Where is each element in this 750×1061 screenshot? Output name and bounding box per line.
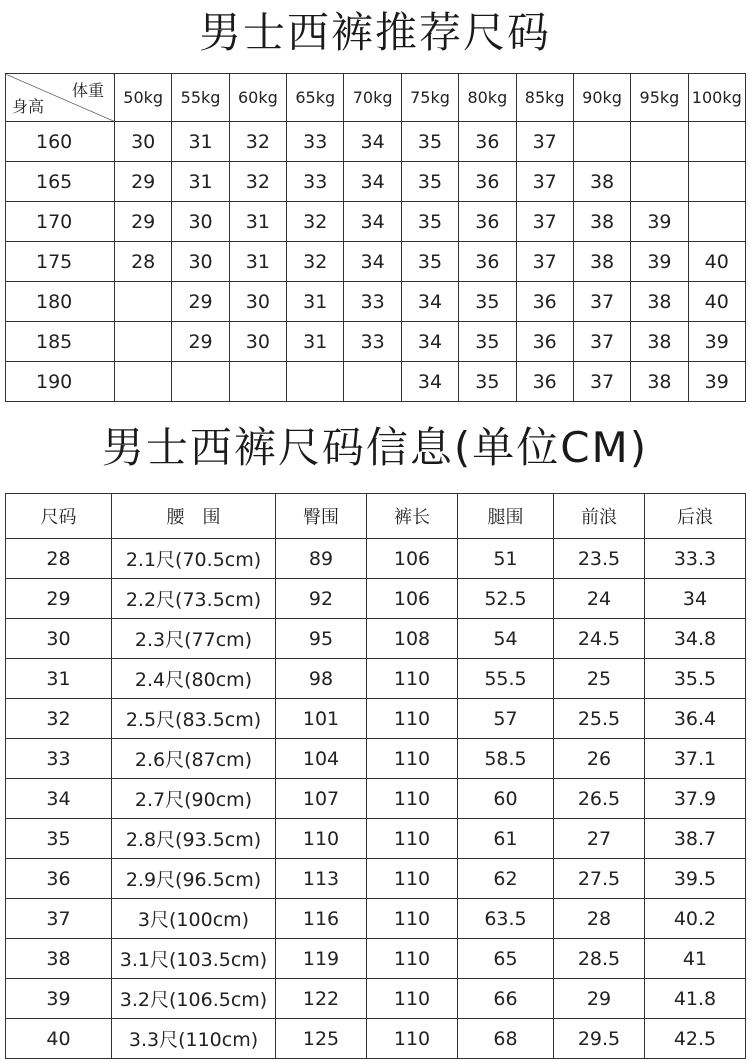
size-cell: 37: [516, 242, 573, 282]
info-title: 男士西裤尺码信息(单位CM): [101, 423, 649, 472]
table-row: [6, 939, 746, 979]
table-cell: 41.8: [645, 979, 746, 1019]
table-cell: 63.5: [458, 899, 554, 939]
size-cell: 33: [344, 282, 401, 322]
size-cell: 35: [401, 202, 458, 242]
table-cell: 54: [458, 619, 554, 659]
corner-header: [6, 74, 115, 122]
weight-header: 75kg: [401, 74, 458, 122]
table-cell: 113: [276, 859, 367, 899]
corner-weight-label: 体重: [71, 81, 104, 100]
table-cell: 42.5: [645, 1019, 746, 1059]
table-row: [6, 659, 746, 699]
table-cell: 35.5: [645, 659, 746, 699]
table-cell: 40: [6, 1019, 112, 1059]
size-cell: 34: [401, 362, 458, 402]
column-header: 尺码: [6, 494, 112, 539]
size-cell: 32: [287, 202, 344, 242]
table-row: [6, 699, 746, 739]
size-cell: [688, 202, 745, 242]
size-info-table: [5, 493, 746, 1059]
table-cell: 2.8尺(93.5cm): [112, 819, 276, 859]
table-cell: 65: [458, 939, 554, 979]
size-cell: 39: [688, 362, 745, 402]
size-cell: 37: [573, 282, 630, 322]
height-cell: 170: [6, 202, 115, 242]
size-cell: 34: [344, 242, 401, 282]
size-cell: 39: [631, 242, 688, 282]
size-cell: [115, 362, 172, 402]
weight-header: 70kg: [344, 74, 401, 122]
table-cell: 27: [554, 819, 645, 859]
table-cell: 52.5: [458, 579, 554, 619]
size-cell: 36: [459, 122, 516, 162]
table-cell: 26: [554, 739, 645, 779]
table-cell: 38.7: [645, 819, 746, 859]
table-cell: 36: [6, 859, 112, 899]
table-row: [6, 579, 746, 619]
column-header: 臀围: [276, 494, 367, 539]
info-header-row: [6, 494, 746, 539]
table-cell: 25: [554, 659, 645, 699]
table-cell: 28: [554, 899, 645, 939]
table-cell: 110: [367, 1019, 458, 1059]
table-cell: 34.8: [645, 619, 746, 659]
table-row: [6, 859, 746, 899]
table-row: [6, 1019, 746, 1059]
table-cell: 29: [6, 579, 112, 619]
size-cell: 38: [573, 242, 630, 282]
size-cell: 39: [631, 202, 688, 242]
table-cell: 60: [458, 779, 554, 819]
size-cell: 34: [401, 282, 458, 322]
table-cell: 66: [458, 979, 554, 1019]
table-row: [6, 282, 746, 322]
table-cell: 110: [367, 699, 458, 739]
size-cell: 28: [115, 242, 172, 282]
size-cell: 37: [516, 122, 573, 162]
size-cell: 33: [287, 122, 344, 162]
height-cell: 160: [6, 122, 115, 162]
table-cell: 92: [276, 579, 367, 619]
size-cell: [573, 122, 630, 162]
table-cell: 29: [554, 979, 645, 1019]
size-cell: 35: [401, 122, 458, 162]
table-cell: 51: [458, 539, 554, 579]
size-cell: [287, 362, 344, 402]
size-cell: 39: [688, 322, 745, 362]
table-cell: 37: [6, 899, 112, 939]
table-cell: 68: [458, 1019, 554, 1059]
table-row: [6, 362, 746, 402]
weight-header: 55kg: [172, 74, 229, 122]
weight-header: 50kg: [115, 74, 172, 122]
size-cell: [631, 122, 688, 162]
table-cell: 110: [367, 819, 458, 859]
table-cell: 23.5: [554, 539, 645, 579]
table-cell: 3.3尺(110cm): [112, 1019, 276, 1059]
size-cell: 31: [229, 202, 286, 242]
table-cell: 62: [458, 859, 554, 899]
table-cell: 2.5尺(83.5cm): [112, 699, 276, 739]
height-cell: 185: [6, 322, 115, 362]
table-cell: 110: [367, 739, 458, 779]
table-cell: 57: [458, 699, 554, 739]
table-cell: 110: [367, 939, 458, 979]
size-cell: 37: [573, 322, 630, 362]
size-cell: [688, 162, 745, 202]
table-cell: 55.5: [458, 659, 554, 699]
column-header: 后浪: [645, 494, 746, 539]
size-cell: 36: [516, 322, 573, 362]
size-cell: 35: [459, 322, 516, 362]
table-cell: 110: [367, 779, 458, 819]
table-cell: 2.4尺(80cm): [112, 659, 276, 699]
table-cell: 3尺(100cm): [112, 899, 276, 939]
size-cell: 37: [573, 362, 630, 402]
table-cell: 3.1尺(103.5cm): [112, 939, 276, 979]
table-cell: 37.1: [645, 739, 746, 779]
table-cell: 98: [276, 659, 367, 699]
table-cell: 116: [276, 899, 367, 939]
table-cell: 110: [367, 899, 458, 939]
size-cell: 38: [631, 322, 688, 362]
table-cell: 24: [554, 579, 645, 619]
column-header: 前浪: [554, 494, 645, 539]
table-row: [6, 242, 746, 282]
size-cell: 30: [229, 322, 286, 362]
table-cell: 33: [6, 739, 112, 779]
table-cell: 29.5: [554, 1019, 645, 1059]
size-cell: 30: [172, 242, 229, 282]
column-header: 裤长: [367, 494, 458, 539]
table-cell: 28.5: [554, 939, 645, 979]
size-cell: 30: [115, 122, 172, 162]
table-cell: 39.5: [645, 859, 746, 899]
table-cell: 110: [367, 979, 458, 1019]
size-cell: [172, 362, 229, 402]
size-cell: 36: [516, 362, 573, 402]
size-cell: 31: [229, 242, 286, 282]
table-row: [6, 779, 746, 819]
table-cell: 33.3: [645, 539, 746, 579]
table-cell: 2.9尺(96.5cm): [112, 859, 276, 899]
table-cell: 26.5: [554, 779, 645, 819]
size-cell: 29: [115, 202, 172, 242]
table-cell: 110: [367, 659, 458, 699]
table-cell: 25.5: [554, 699, 645, 739]
size-cell: [631, 162, 688, 202]
size-cell: 35: [401, 242, 458, 282]
size-cell: 36: [459, 202, 516, 242]
size-cell: 29: [172, 282, 229, 322]
table-cell: 31: [6, 659, 112, 699]
height-cell: 180: [6, 282, 115, 322]
size-cell: 37: [516, 162, 573, 202]
size-cell: 31: [172, 122, 229, 162]
table-cell: 27.5: [554, 859, 645, 899]
table-cell: 37.9: [645, 779, 746, 819]
size-cell: 37: [516, 202, 573, 242]
size-cell: 38: [573, 162, 630, 202]
size-cell: [229, 362, 286, 402]
table-cell: 36.4: [645, 699, 746, 739]
size-cell: 33: [287, 162, 344, 202]
table-cell: 2.3尺(77cm): [112, 619, 276, 659]
column-header: 腿围: [458, 494, 554, 539]
size-cell: 38: [573, 202, 630, 242]
size-cell: 34: [344, 162, 401, 202]
corner-height-label: 身高: [12, 97, 45, 116]
table-cell: 110: [367, 859, 458, 899]
table-cell: 2.7尺(90cm): [112, 779, 276, 819]
table-row: [6, 202, 746, 242]
weight-header: 100kg: [688, 74, 745, 122]
size-cell: 33: [344, 322, 401, 362]
size-cell: 35: [459, 362, 516, 402]
table-cell: 61: [458, 819, 554, 859]
size-cell: 30: [172, 202, 229, 242]
table-row: [6, 322, 746, 362]
table-cell: 2.2尺(73.5cm): [112, 579, 276, 619]
size-cell: 36: [459, 242, 516, 282]
table-cell: 39: [6, 979, 112, 1019]
size-cell: 40: [688, 282, 745, 322]
size-cell: 32: [287, 242, 344, 282]
weight-header: 95kg: [631, 74, 688, 122]
size-cell: 34: [344, 202, 401, 242]
table-cell: 34: [645, 579, 746, 619]
table-cell: 41: [645, 939, 746, 979]
table-cell: 108: [367, 619, 458, 659]
table-cell: 28: [6, 539, 112, 579]
size-cell: [115, 322, 172, 362]
size-cell: [344, 362, 401, 402]
table-cell: 3.2尺(106.5cm): [112, 979, 276, 1019]
table-cell: 101: [276, 699, 367, 739]
table-cell: 24.5: [554, 619, 645, 659]
table-cell: 104: [276, 739, 367, 779]
recommend-title: 男士西裤推荐尺码: [198, 8, 551, 57]
table-row: [6, 619, 746, 659]
weight-header: 65kg: [287, 74, 344, 122]
height-cell: 190: [6, 362, 115, 402]
table-cell: 30: [6, 619, 112, 659]
size-cell: 38: [631, 362, 688, 402]
table-cell: 40.2: [645, 899, 746, 939]
table-cell: 122: [276, 979, 367, 1019]
table-cell: 106: [367, 539, 458, 579]
recommend-header-row: [6, 74, 746, 122]
table-cell: 34: [6, 779, 112, 819]
height-cell: 165: [6, 162, 115, 202]
size-cell: 32: [229, 122, 286, 162]
table-row: [6, 979, 746, 1019]
size-cell: 35: [401, 162, 458, 202]
size-cell: 34: [344, 122, 401, 162]
weight-header: 90kg: [573, 74, 630, 122]
table-cell: 125: [276, 1019, 367, 1059]
table-row: [6, 539, 746, 579]
size-cell: 36: [459, 162, 516, 202]
table-row: [6, 819, 746, 859]
table-row: [6, 122, 746, 162]
table-cell: 35: [6, 819, 112, 859]
size-cell: 31: [287, 282, 344, 322]
table-row: [6, 739, 746, 779]
size-cell: 31: [287, 322, 344, 362]
size-cell: 35: [459, 282, 516, 322]
size-cell: 38: [631, 282, 688, 322]
table-cell: 38: [6, 939, 112, 979]
table-row: [6, 899, 746, 939]
weight-header: 80kg: [459, 74, 516, 122]
weight-header: 60kg: [229, 74, 286, 122]
size-cell: 31: [172, 162, 229, 202]
table-cell: 32: [6, 699, 112, 739]
size-cell: [115, 282, 172, 322]
table-cell: 119: [276, 939, 367, 979]
size-cell: [688, 122, 745, 162]
table-cell: 58.5: [458, 739, 554, 779]
recommend-size-table: [5, 73, 746, 402]
size-cell: 29: [115, 162, 172, 202]
size-cell: 40: [688, 242, 745, 282]
table-cell: 95: [276, 619, 367, 659]
table-row: [6, 162, 746, 202]
table-cell: 2.1尺(70.5cm): [112, 539, 276, 579]
size-cell: 36: [516, 282, 573, 322]
table-cell: 106: [367, 579, 458, 619]
size-cell: 32: [229, 162, 286, 202]
table-cell: 89: [276, 539, 367, 579]
height-cell: 175: [6, 242, 115, 282]
size-cell: 34: [401, 322, 458, 362]
size-cell: 29: [172, 322, 229, 362]
table-cell: 2.6尺(87cm): [112, 739, 276, 779]
weight-header: 85kg: [516, 74, 573, 122]
table-cell: 110: [276, 819, 367, 859]
size-cell: 30: [229, 282, 286, 322]
table-cell: 107: [276, 779, 367, 819]
column-header: 腰 围: [112, 494, 276, 539]
